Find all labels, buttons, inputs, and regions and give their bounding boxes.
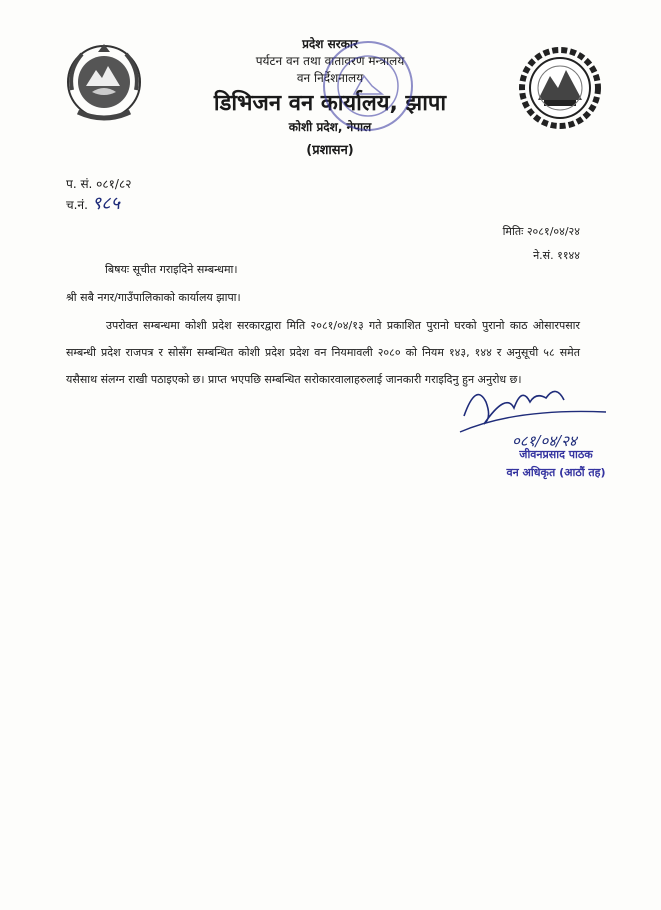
recipient-line: श्री सबै नगर/गाउँपालिकाको कार्यालय झापा। bbox=[66, 291, 241, 304]
letter-body: उपरोक्त सम्बन्धमा कोशी प्रदेश सरकारद्वारा मिति २०८१/०४/१३ गते प्रकाशित पुरानो घरको पुरानो काठ ओसारपसार सम्बन्धी प्रदेश राजपत्र र सोसँग सम्बन्धित कोशी प्रदेश प्रदेश वन नियमावली २०८० को नियम १४३, १४४ र अनुसूची ५८ समेत यसैसाथ संलग्न राखी पठाइएको छ। प्राप्त भएपछि सम्बन्धित सरोकारवालाहरुलाई जानकारी गराइदिनु हुन अनुरोध छ। bbox=[66, 319, 580, 386]
forest-office-logo-icon bbox=[518, 46, 602, 130]
handwritten-signature-icon bbox=[456, 372, 616, 452]
signatory-designation: वन अधिकृत (आठौं तह) bbox=[506, 466, 606, 479]
signatory-name: जीवनप्रसाद पाठक bbox=[519, 448, 593, 461]
signatory-stamp bbox=[496, 446, 616, 482]
directorate-name: वन निर्देशनालय bbox=[296, 71, 364, 85]
nepal-government-emblem-icon bbox=[64, 40, 144, 122]
province-name: कोशी प्रदेश, नेपाल bbox=[288, 120, 372, 134]
dispatch-label: च.नं. bbox=[66, 198, 88, 212]
section-name: (प्रशासन) bbox=[306, 143, 354, 158]
date: मितिः २०८१/०४/२४ bbox=[502, 225, 580, 238]
signature-date: ०८१/०४/२४ bbox=[512, 432, 577, 450]
subject-line: बिषयः सूचीत गराइदिने सम्बन्धमा। bbox=[105, 263, 238, 276]
nepal-sambat: ने.सं. ११४४ bbox=[533, 249, 580, 262]
office-seal-icon bbox=[320, 38, 416, 134]
date-block bbox=[440, 220, 580, 268]
dispatch-value: ९८५ bbox=[91, 193, 121, 214]
dispatch-number bbox=[66, 193, 121, 214]
office-name: डिभिजन वन कार्यालय, झापा bbox=[213, 91, 447, 116]
reference-number: प. सं. ०८१/८२ bbox=[66, 177, 132, 191]
ministry-name: पर्यटन वन तथा वातावरण मन्त्रालय bbox=[255, 54, 405, 68]
government-name: प्रदेश सरकार bbox=[302, 37, 358, 51]
